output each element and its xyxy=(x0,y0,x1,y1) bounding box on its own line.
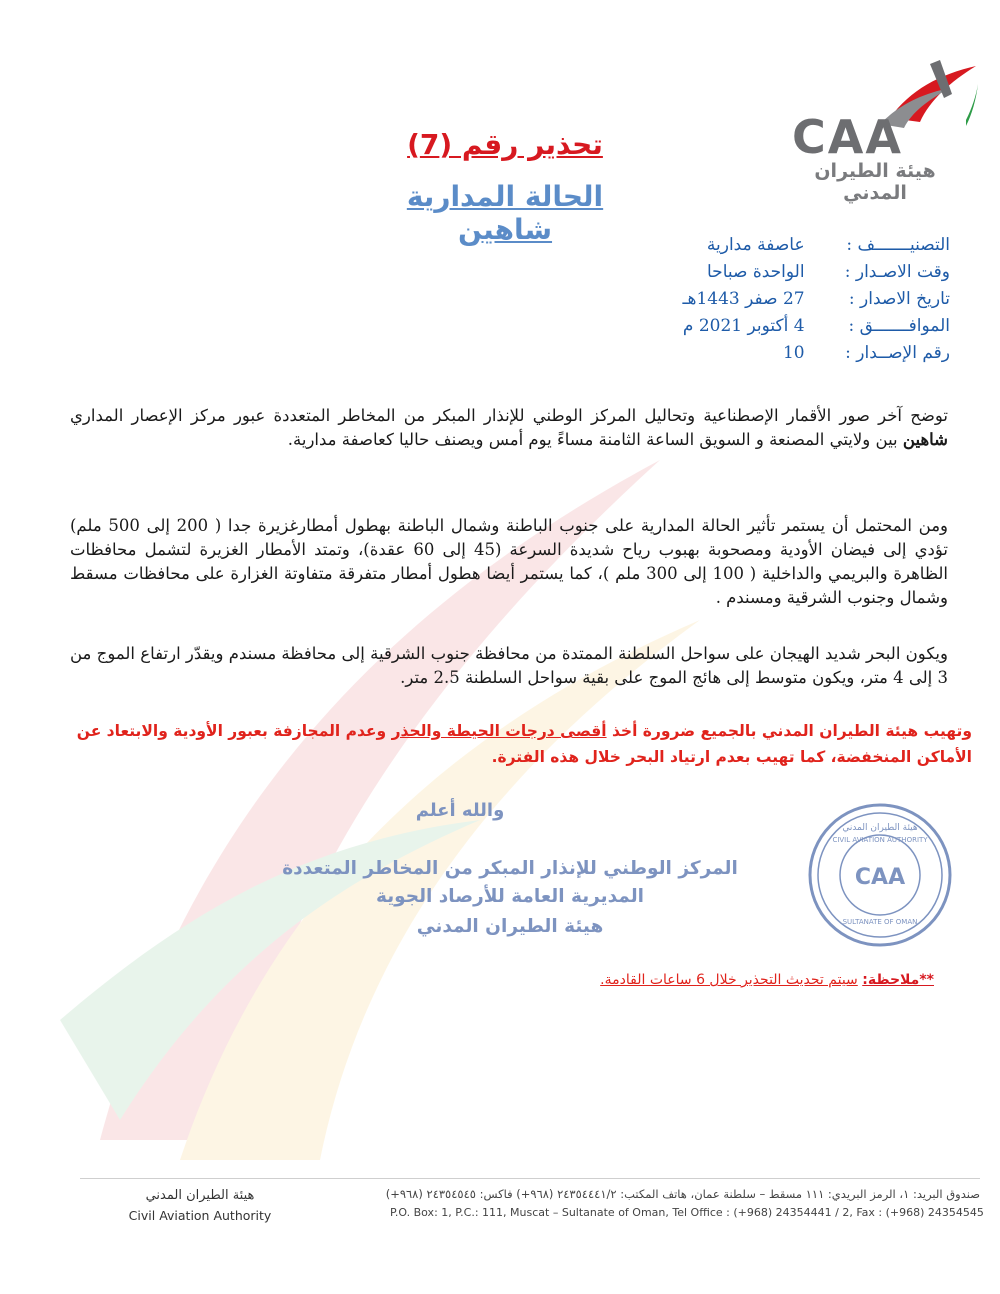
safety-warning xyxy=(18,718,972,770)
meta-label: تاريخ الاصدار : xyxy=(848,289,950,309)
meta-value: 27 صفر 1443هـ xyxy=(682,289,805,309)
meta-value: 10 xyxy=(782,343,805,363)
logo-name-ar: هيئة الطيران المدني xyxy=(814,160,936,204)
bulletin-meta xyxy=(550,232,950,367)
paragraph-text: توضح آخر صور الأقمار الإصطناعية وتحاليل المركز الوطني للإنذار المبكر من المخاطر المتعددة عبور مركز الإعصار المداري xyxy=(70,406,948,425)
footer-divider xyxy=(80,1178,980,1179)
footer-brand-ar: هيئة الطيران المدني xyxy=(145,1188,255,1203)
paragraph-text: بين ولايتي المصنعة و السويق الساعة الثامنة مساءً يوم أمس ويصنف حاليا كعاصفة مدارية. xyxy=(287,430,898,449)
update-note xyxy=(600,972,934,988)
paragraph-rainfall: ومن المحتمل أن يستمر تأثير الحالة المدارية على جنوب الباطنة وشمال الباطنة بهطول أمطارغزيرة جدا ( 200 إلى 500 ملم) تؤدي إلى فيضان الأودية ومصحوبة بهبوب رياح شديدة السرعة (45 إلى 60 عقدة)، وتمتد الأمطار الغزيرة لتشمل محافظات الظاهرة والبريمي والداخلية ( 100 إلى 300 ملم )، كما يستمر أيضا هطول أمطار متفرقة متفاوتة الغزارة على محافظات مسقط وشمال وجنوب الشرقية ومسندم . xyxy=(70,516,949,607)
seal-top-ar: هيئة الطيران المدني xyxy=(842,823,918,833)
cyclone-name: شاهين xyxy=(902,430,948,449)
note-text: سيتم تحديث التحذير خلال 6 ساعات القادمة. xyxy=(600,972,858,988)
signature-authority: هيئة الطيران المدني xyxy=(416,916,604,937)
note-label: **ملاحظة: xyxy=(862,972,934,988)
meta-value: الواحدة صباحا xyxy=(707,262,805,282)
meta-label: التصنيـــــــف : xyxy=(846,235,950,255)
meta-row-issue-number xyxy=(550,340,950,367)
warning-emphasis: أقصى درجات الحيطة والحذر xyxy=(391,722,607,740)
footer-address-ar: صندوق البريد: ١، الرمز البريدي: ١١١ مسقط – سلطنة عمان، هاتف المكتب: ٢٤٣٥٤٤٤١/٢ (٩٦٨+) فاكس: ٢٤٣٥٤٥٤٥ (٩٦٨+) xyxy=(385,1187,980,1201)
meta-value: عاصفة مدارية xyxy=(706,235,805,255)
meta-row-issue-time xyxy=(550,259,950,286)
paragraph-cyclone-position xyxy=(70,404,948,452)
seal-center: CAA xyxy=(854,865,906,890)
meta-label: الموافـــــــق : xyxy=(848,316,950,336)
meta-row-issue-date xyxy=(550,286,950,313)
logo-brand: CAA xyxy=(792,110,903,164)
official-seal-icon xyxy=(805,800,955,950)
closing-phrase: والله أعلم xyxy=(415,800,505,821)
warning-title: تحذير رقم (7) xyxy=(407,128,603,161)
signature-directorate: المديرية العامة للأرصاد الجوية xyxy=(375,886,644,907)
seal-top-en: CIVIL AVIATION AUTHORITY xyxy=(832,836,928,844)
warning-text: وتهيب هيئة الطيران المدني بالجميع ضرورة أخذ xyxy=(611,722,972,740)
meta-row-gregorian-date xyxy=(550,313,950,340)
signature-center: المركز الوطني للإنذار المبكر من المخاطر المتعددة xyxy=(282,858,738,879)
meta-row-classification xyxy=(550,232,950,259)
footer-address-en: P.O. Box: 1, P.C.: 111, Muscat – Sultanate of Oman, Tel Office : (+968) 24354441 / 2, Fax : (+968) 24354545 xyxy=(390,1206,984,1219)
meta-label: وقت الاصـدار : xyxy=(844,262,950,282)
meta-value: 4 أكتوبر 2021 م xyxy=(682,316,805,336)
caa-logo xyxy=(780,60,980,204)
seal-bottom: SULTANATE OF OMAN xyxy=(842,918,918,926)
meta-label: رقم الإصــدار : xyxy=(845,343,950,363)
warning-text: وعدم المجازفة بعبور الأودية والابتعاد عن الأماكن المنخفضة، كما تهيب بعدم ارتياد البحر خلال هذه الفترة. xyxy=(76,722,972,766)
footer-brand-en: Civil Aviation Authority xyxy=(128,1208,272,1223)
warning-subtitle: الحالة المدارية شاهين xyxy=(406,180,604,246)
paragraph-sea-state: ويكون البحر شديد الهيجان على سواحل السلطنة الممتدة من محافظة جنوب الشرقية إلى محافظة مسندم ويقدّر ارتفاع الموج من 3 إلى 4 متر، ويكون متوسط إلى هائج الموج على بقية سواحل السلطنة 2.5 متر. xyxy=(70,644,948,687)
